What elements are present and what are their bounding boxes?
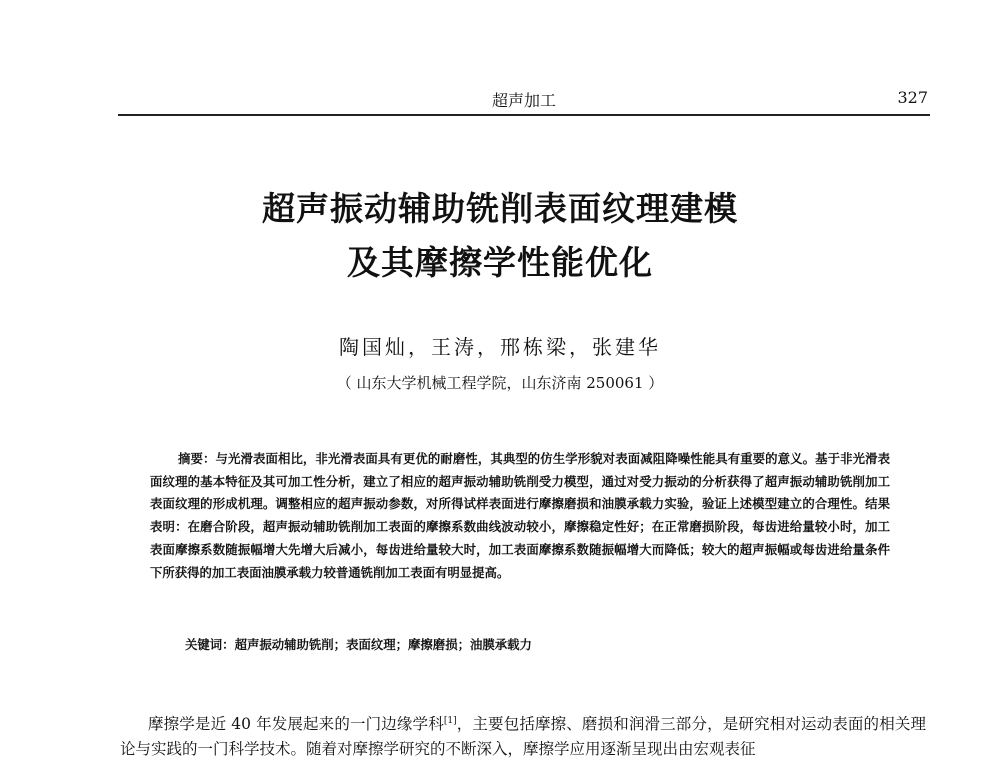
abstract-label: 摘要： (178, 451, 216, 466)
body-paragraph (120, 712, 926, 762)
authors: 陶国灿，王涛，邢栋梁，张建华 (339, 335, 661, 359)
citation-ref: [1] (443, 715, 457, 726)
keywords-text: 超声振动辅助铣削；表面纹理；摩擦磨损；油膜承载力 (234, 637, 532, 652)
running-header (118, 84, 930, 116)
abstract (150, 448, 890, 584)
affiliation: （ 山东大学机械工程学院，山东济南 250061 ） (336, 374, 664, 392)
abstract-text: 与光滑表面相比，非光滑表面具有更优的耐磨性，其典型的仿生学形貌对表面减阻降噪性能具有重要的意义。基于非光滑表面纹理的基本特征及其可加工性分析，建立了相应的超声振动辅助铣削受力模型，通过对受力振动的分析获得了超声振动辅助铣削加工表面纹理的形成机理。调整相应的超声振动参数，对所得试样表面进行摩擦磨损和油膜承载力实验，验证上述模型建立的合理性。结果表明：在磨合阶段，超声振动辅助铣削加工表面的摩擦系数曲线波动较小，摩擦稳定性好；在正常磨损阶段，每齿进给量较小时，加工表面摩擦系数随振幅增大先增大后减小，每齿进给量较大时，加工表面摩擦系数随振幅增大而降低；较大的超声振幅或每齿进给量条件下所获得的加工表面油膜承载力较普通铣削加工表面有明显提高。 (150, 451, 891, 580)
keywords-label: 关键词： (185, 637, 235, 652)
page-number: 327 (897, 88, 928, 107)
paper-title-line-2: 及其摩擦学性能优化 (347, 243, 653, 282)
body-text-part-1: 摩擦学是近 40 年发展起来的一门边缘学科 (148, 715, 444, 733)
body-text-part-2: ，主要包括摩擦、磨损和润滑三部分，是研究相对运动表面的相关理论与实践的一门科学技术。随着对摩擦学研究的不断深入，摩擦学应用逐渐呈现出由宏观表征 (120, 715, 926, 758)
paper-title-line-1: 超声振动辅助铣削表面纹理建模 (262, 189, 738, 228)
keywords (185, 635, 532, 653)
running-title: 超声加工 (491, 91, 556, 110)
